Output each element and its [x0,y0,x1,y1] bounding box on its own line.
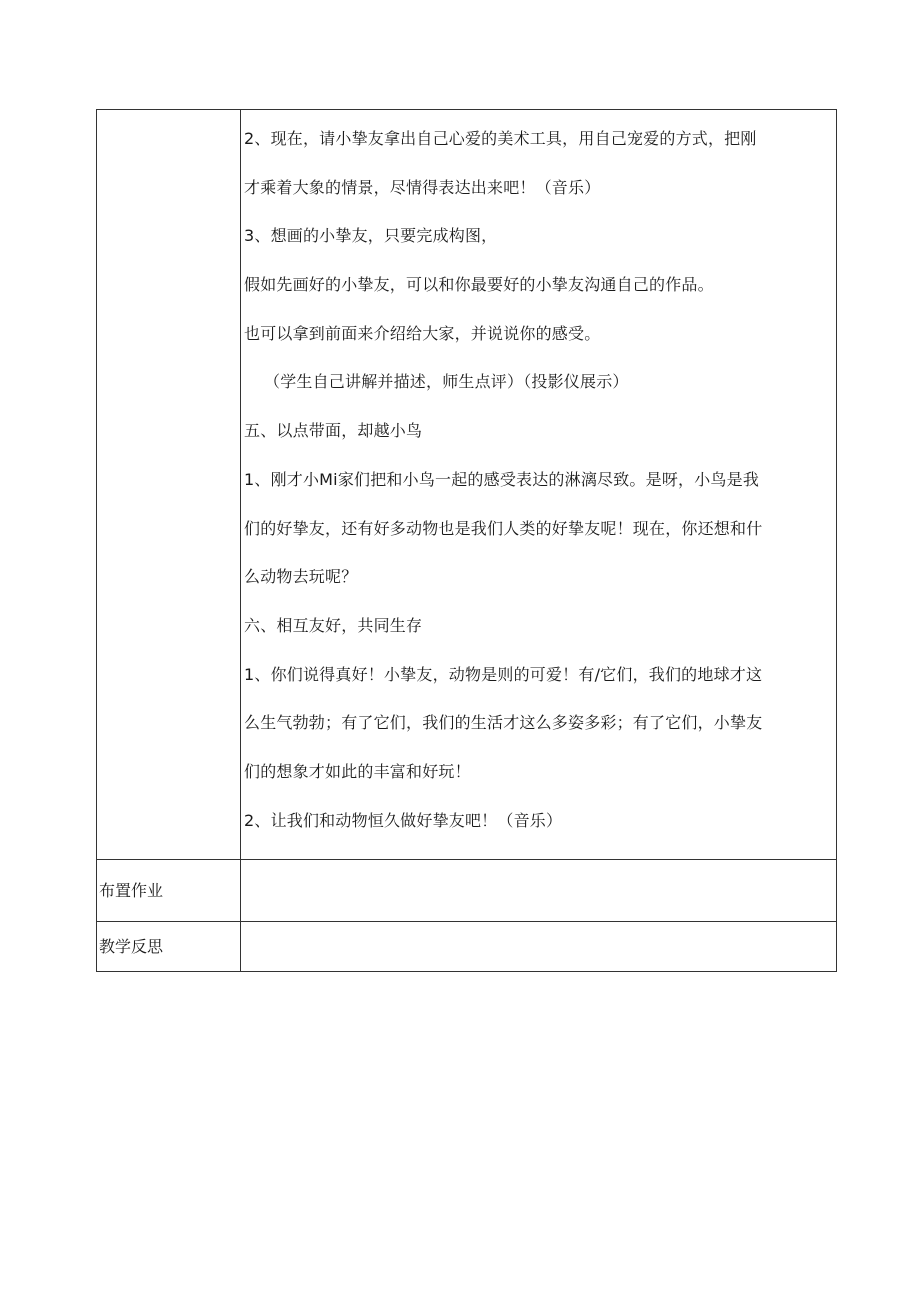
reflection-label: 教学反思 [97,922,241,972]
content-line: 们的想象才如此的丰富和好玩！ [244,761,471,781]
table-row-homework [97,860,837,922]
lesson-plan-table [96,109,837,972]
content-line: 也可以拿到前面来介绍给大家，并说说你的感受。 [244,323,601,343]
content-line: 2、让我们和动物恒久做好挚友吧！（音乐） [244,810,563,830]
lesson-content [241,110,836,859]
content-line: 才乘着大象的情景，尽情得表达出来吧！（音乐） [244,177,601,197]
reflection-content [241,922,837,972]
section-heading: 五、以点带面，却越小鸟 [244,421,423,441]
content-line: 假如先画好的小挚友，可以和你最要好的小挚友沟通自己的作品。 [244,275,714,295]
content-line: 么生气勃勃；有了它们，我们的生活才这么多姿多彩；有了它们，小挚友 [244,713,763,733]
content-line: 1、刚才小Mi家们把和小鸟一起的感受表达的淋漓尽致。是呀，小鸟是我 [244,469,760,489]
lesson-content-cell [241,110,837,860]
content-line: 2、现在，请小挚友拿出自己心爱的美术工具，用自己宠爱的方式，把刚 [244,129,757,148]
homework-label: 布置作业 [97,860,241,922]
content-line: （学生自己讲解并描述，师生点评）（投影仪展示） [264,372,629,392]
content-line: 们的好挚友，还有好多动物也是我们人类的好挚友呢！现在，你还想和什 [244,518,763,538]
homework-content [241,860,837,922]
section-heading: 六、相互友好，共同生存 [244,615,423,635]
content-line: 3、想画的小挚友，只要完成构图， [244,226,498,246]
content-line: 么动物去玩呢？ [244,567,358,587]
empty-label-cell [97,110,241,860]
table-row [97,110,837,860]
table-row-reflection [97,922,837,972]
content-line: 1、你们说得真好！小挚友，动物是则的可爱！有/它们，我们的地球才这 [244,664,763,684]
